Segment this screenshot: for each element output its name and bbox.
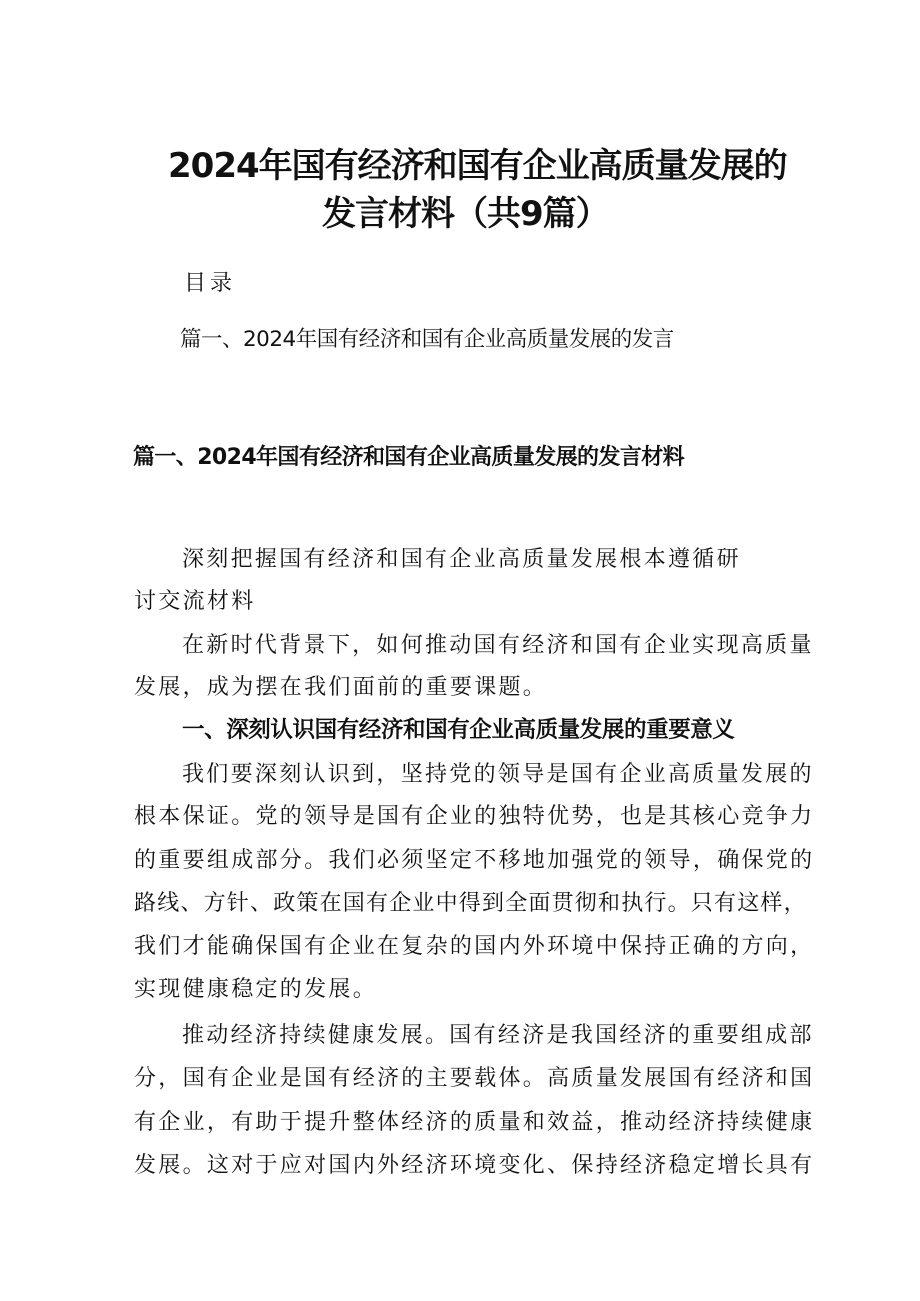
paragraph-2-line-5: 我们才能确保国有企业在复杂的国内外环境中保持正确的方向， [134, 934, 815, 959]
paragraph-2-line-2: 根本保证。党的领导是国有企业的独特优势，也是其核心竞争力 [134, 804, 815, 829]
paragraph-3-line-4: 发展。这对于应对国内外经济环境变化、保持经济稳定增长具有 [134, 1153, 815, 1178]
subheading-1: 一、深刻认识国有经济和国有企业高质量发展的重要意义 [182, 717, 735, 743]
paragraph-2-line-3: 的重要组成部分。我们必须坚定不移地加强党的领导，确保党的 [134, 848, 815, 873]
paragraph-2-line-1: 我们要深刻认识到，坚持党的领导是国有企业高质量发展的 [182, 762, 814, 787]
toc-heading: 目录 [184, 271, 237, 296]
paragraph-3-line-2: 分，国有企业是国有经济的主要载体。高质量发展国有经济和国 [134, 1066, 815, 1091]
document-title-line-2: 发言材料（共9篇） [322, 194, 609, 234]
section-heading: 篇一、2024年国有经济和国有企业高质量发展的发言材料 [133, 445, 685, 470]
paragraph-1-line-1: 在新时代背景下，如何推动国有经济和国有企业实现高质量 [182, 633, 814, 658]
paragraph-1-line-2: 发展，成为摆在我们面前的重要课题。 [134, 675, 548, 700]
paragraph-3-line-1: 推动经济持续健康发展。国有经济是我国经济的重要组成部 [182, 1023, 814, 1048]
document-title-line-1: 2024年国有经济和国有企业高质量发展的 [168, 146, 787, 186]
article-title-line-2: 讨交流材料 [134, 589, 256, 614]
paragraph-2-line-4: 路线、方针、政策在国有企业中得到全面贯彻和执行。只有这样， [134, 891, 807, 916]
toc-item-1[interactable]: 篇一、2024年国有经济和国有企业高质量发展的发言 [180, 327, 674, 352]
article-title-line-1: 深刻把握国有经济和国有企业高质量发展根本遵循研 [182, 547, 741, 572]
paragraph-3-line-3: 有企业，有助于提升整体经济的质量和效益，推动经济持续健康 [134, 1110, 815, 1135]
paragraph-2-line-6: 实现健康稳定的发展。 [134, 977, 378, 1002]
